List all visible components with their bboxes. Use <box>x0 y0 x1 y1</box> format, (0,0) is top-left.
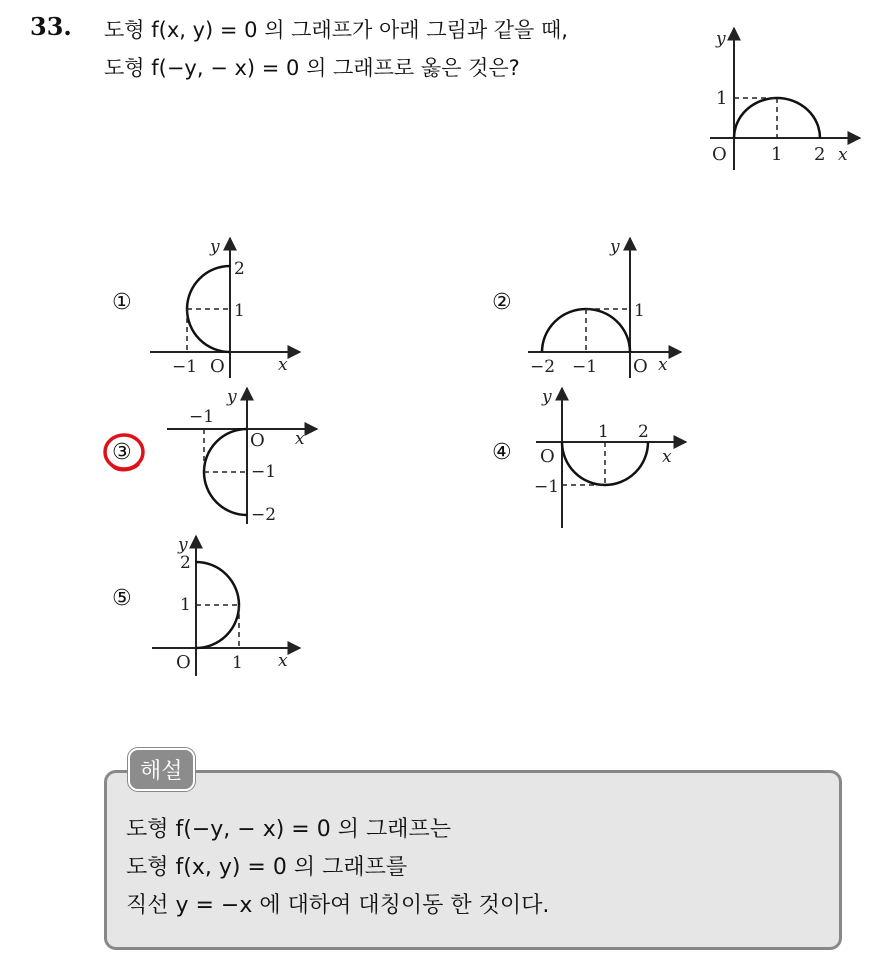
tick-label: −1 <box>534 477 560 497</box>
origin-label: O <box>210 356 225 377</box>
choice-3-marker[interactable]: ③ <box>112 440 132 465</box>
choice-5-graph[interactable] <box>150 530 310 678</box>
x-axis-label: x <box>278 355 288 375</box>
choice-2-marker[interactable]: ② <box>492 290 512 315</box>
choice-1-marker[interactable]: ① <box>112 290 132 315</box>
question-line-1: 도형 f(x, y) = 0 의 그래프가 아래 그림과 같을 때, <box>104 18 568 42</box>
choice-5-marker[interactable]: ⑤ <box>112 586 132 611</box>
y-axis-label: y <box>178 535 188 555</box>
tick-label: 1 <box>598 422 609 442</box>
x-axis-label: x <box>295 429 305 449</box>
x-axis-label: x <box>658 355 668 375</box>
y-axis-label: y <box>716 29 726 49</box>
tick-label: 1 <box>634 301 645 321</box>
origin-label: O <box>250 430 265 451</box>
choice-3-graph[interactable] <box>165 382 335 527</box>
tick-label: 1 <box>234 301 245 321</box>
tick-label: 2 <box>638 422 649 442</box>
origin-label: O <box>712 144 727 165</box>
tick-label: 2 <box>234 259 245 279</box>
y-axis-label: y <box>610 237 620 257</box>
reference-graph <box>700 20 870 180</box>
question-line-2: 도형 f(−y, − x) = 0 의 그래프로 옳은 것은? <box>104 56 520 80</box>
solution-tag: 해설 <box>128 748 195 791</box>
x-axis-label: x <box>838 145 848 165</box>
y-axis-label: y <box>227 387 237 407</box>
x-axis-label: x <box>278 651 288 671</box>
solution-line-2: 도형 f(x, y) = 0 의 그래프를 <box>126 855 408 880</box>
tick-x2: 2 <box>814 144 826 165</box>
tick-label: −1 <box>172 357 198 377</box>
choice-4-marker[interactable]: ④ <box>492 440 512 465</box>
tick-label: −1 <box>189 407 215 427</box>
tick-label: −1 <box>251 462 277 482</box>
tick-y1: 1 <box>716 88 728 109</box>
tick-label: −2 <box>530 357 556 377</box>
tick-x1: 1 <box>771 144 783 165</box>
solution-line-3: 직선 y = −x 에 대하여 대칭이동 한 것이다. <box>126 893 550 918</box>
tick-label: −2 <box>251 505 277 525</box>
choice-4-graph[interactable] <box>528 382 698 530</box>
tick-label: 2 <box>180 553 191 573</box>
y-axis-label: y <box>542 387 552 407</box>
choice-1-graph[interactable] <box>148 232 318 382</box>
origin-label: O <box>540 446 555 467</box>
tick-label: 1 <box>180 595 191 615</box>
y-axis-label: y <box>210 237 220 257</box>
question-number: 33. <box>30 12 72 41</box>
choice-2-graph[interactable] <box>526 232 696 382</box>
solution-line-1: 도형 f(−y, − x) = 0 의 그래프는 <box>126 817 451 842</box>
tick-label: −1 <box>572 357 598 377</box>
tick-label: 1 <box>232 653 243 673</box>
x-axis-label: x <box>662 447 672 467</box>
origin-label: O <box>633 356 648 377</box>
origin-label: O <box>176 652 191 673</box>
